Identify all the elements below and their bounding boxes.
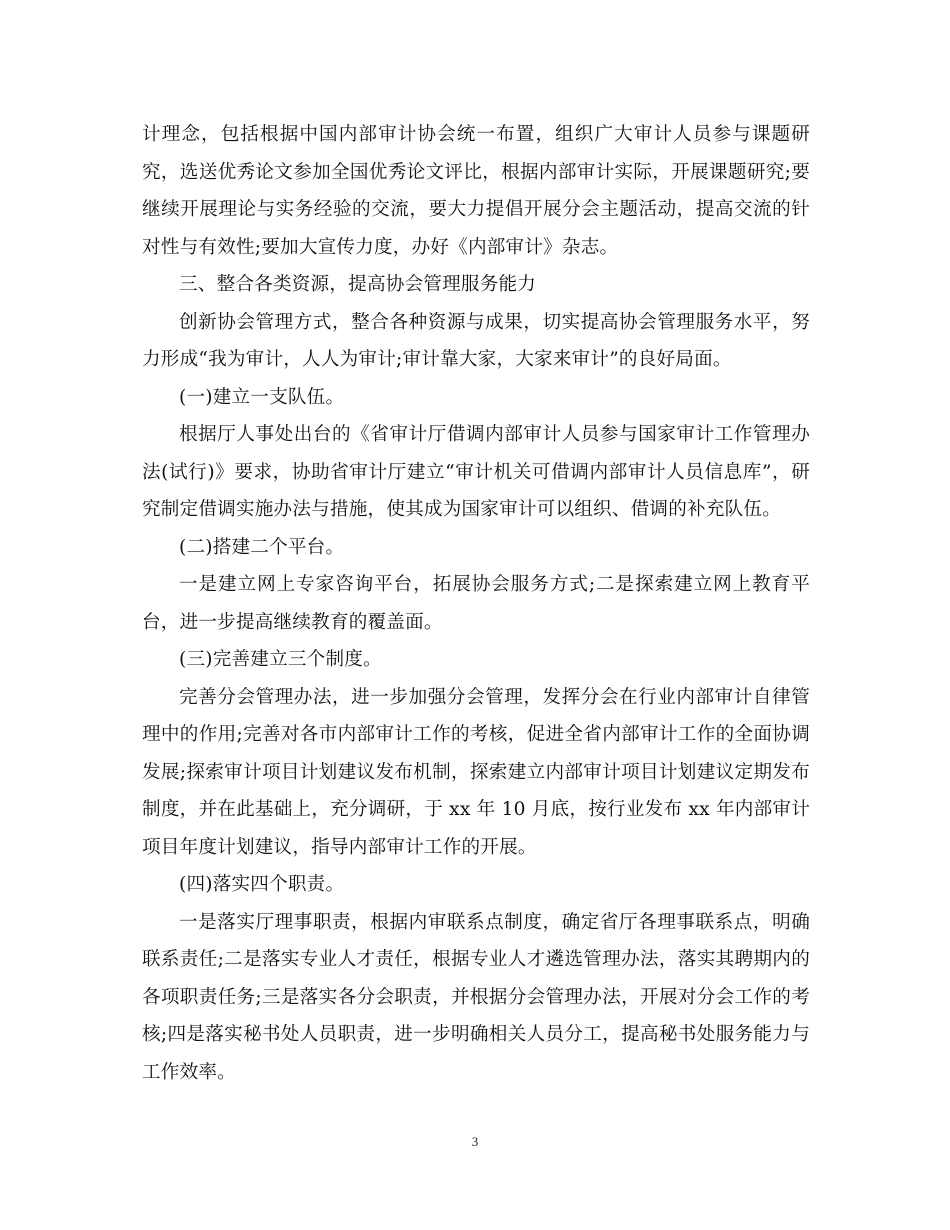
- subheading-2: (二)搭建二个平台。: [179, 536, 345, 558]
- paragraph-team: 根据厅人事处出台的《省审计厅借调内部审计人员参与国家审计工作管理办法(试行)》要求，协助省审计厅建立“审计机关可借调内部审计人员信息库”，研究制定借调实施办法与措施，使其成为国家审计可以组织、借调的补充队伍。: [142, 424, 810, 520]
- paragraph-intro: 创新协会管理方式，整合各种资源与成果，切实提高协会管理服务水平，努力形成“我为审计，人人为审计;审计靠大家，大家来审计”的良好局面。: [142, 311, 810, 370]
- paragraph-continuation: 计理念，包括根据中国内部审计协会统一布置，组织广大审计人员参与课题研究，选送优秀论文参加全国优秀论文评比，根据内部审计实际，开展课题研究;要继续开展理论与实务经验的交流，要大力提倡开展分会主题活动，提高交流的针对性与有效性;要加大宣传力度，办好《内部审计》杂志。: [142, 124, 810, 258]
- document-body: [142, 116, 810, 1091]
- paragraph-systems: 完善分会管理办法，进一步加强分会管理，发挥分会在行业内部审计自律管理中的作用;完善对各市内部审计工作的考核，促进全省内部审计工作的全面协调发展;探索审计项目计划建议发布机制，探索建立内部审计项目计划建议定期发布制度，并在此基础上，充分调研，于 xx 年 10 月底，按行业发布 xx 年内部审计项目年度计划建议，指导内部审计工作的开展。: [142, 686, 810, 858]
- subheading-4: (四)落实四个职责。: [179, 874, 345, 895]
- section-heading-3: 三、整合各类资源，提高协会管理服务能力: [179, 274, 537, 295]
- paragraph-duties: 一是落实厅理事职责，根据内审联系点制度，确定省厅各理事联系点，明确联系责任;二是落实专业人才责任，根据专业人才遴选管理办法，落实其聘期内的各项职责任务;三是落实各分会职责，并根据分会管理办法，开展对分会工作的考核;四是落实秘书处人员职责，进一步明确相关人员分工，提高秘书处服务能力与工作效率。: [142, 911, 810, 1083]
- page-number: 3: [471, 1134, 479, 1149]
- subheading-1: (一)建立一支队伍。: [179, 386, 345, 408]
- subheading-3: (三)完善建立三个制度。: [179, 649, 382, 670]
- paragraph-platforms: 一是建立网上专家咨询平台，拓展协会服务方式;二是探索建立网上教育平台，进一步提高继续教育的覆盖面。: [142, 574, 810, 633]
